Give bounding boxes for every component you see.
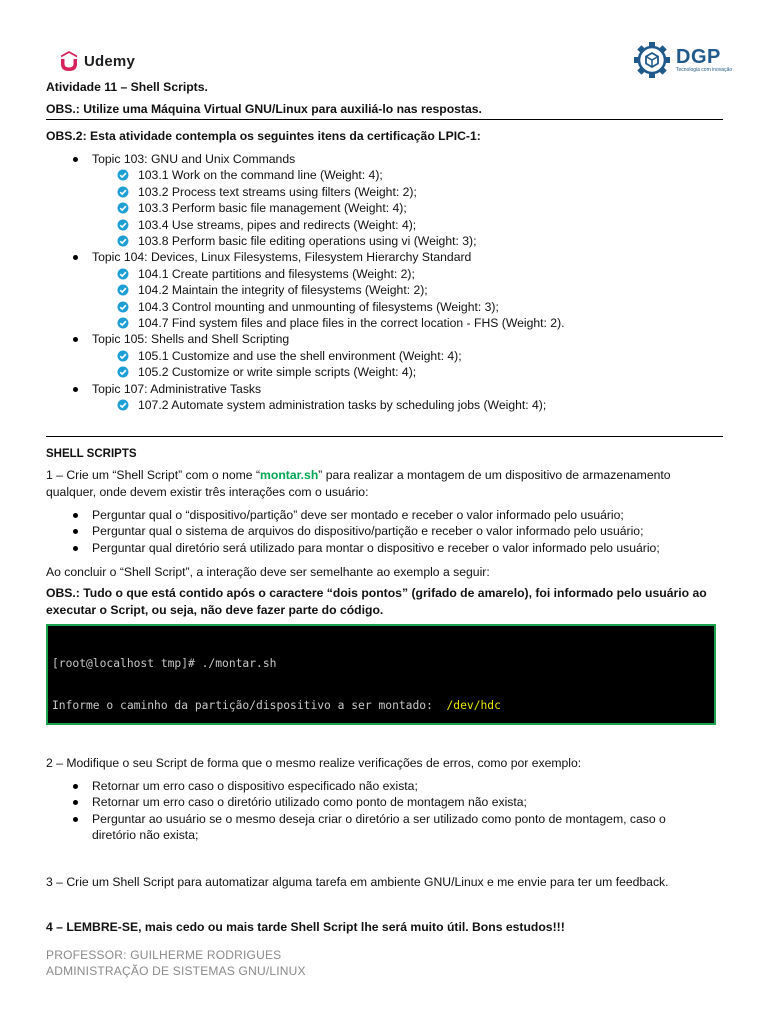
list-item: Perguntar qual o “dispositivo/partição” deve ser montado e receber o valor informado pelo usuário;	[46, 507, 736, 523]
subtopic-item	[46, 167, 726, 183]
subtopic-label: 104.3 Control mounting and unmounting of filesystems (Weight: 3);	[138, 299, 499, 314]
subtopic-item	[46, 266, 726, 282]
check-circle-icon	[117, 268, 129, 280]
subtopic-label: 105.1 Customize and use the shell environment (Weight: 4);	[138, 348, 462, 363]
dgp-logo	[632, 40, 732, 80]
check-circle-icon	[117, 202, 129, 214]
subtopic-item	[46, 282, 726, 298]
q1-text-after: ” para realizar a montagem de um dispositivo de armazenamento	[318, 468, 671, 482]
q1-line2: qualquer, onde devem existir três interações com o usuário:	[46, 485, 369, 499]
subtopic-label: 103.4 Use streams, pipes and redirects (Weight: 4);	[138, 217, 417, 232]
check-circle-icon	[117, 186, 129, 198]
topic-item: Topic 107: Administrative Tasks	[46, 381, 726, 397]
activity-title: Atividade 11 – Shell Scripts.	[46, 80, 208, 94]
subtopic-label: 103.1 Work on the command line (Weight: 4);	[138, 168, 383, 183]
list-item: Retornar um erro caso o diretório utilizado como ponto de montagem não exista;	[46, 794, 736, 810]
udemy-wordmark: Udemy	[84, 52, 136, 70]
q2-intro: 2 – Modifique o seu Script de forma que o mesmo realize verificações de erros, como por exemplo:	[46, 756, 582, 770]
subtopic-label: 107.2 Automate system administration tasks by scheduling jobs (Weight: 4);	[138, 398, 547, 413]
dgp-wordmark: DGP	[676, 46, 721, 68]
subtopic-label: 103.2 Process text streams using filters (Weight: 2);	[138, 184, 417, 199]
check-circle-icon	[117, 317, 129, 329]
obs1-text: OBS.: Utilize uma Máquina Virtual GNU/Linux para auxiliá-lo nas respostas.	[46, 102, 482, 116]
check-circle-icon	[117, 366, 129, 378]
section-title: SHELL SCRIPTS	[46, 448, 137, 460]
list-item: Perguntar ao usuário se o mesmo deseja criar o diretório a ser utilizado como ponto de montagem, caso o diretório não exista;	[46, 811, 736, 844]
subtopic-item	[46, 299, 726, 315]
check-circle-icon	[117, 284, 129, 296]
q1-obs-line1: OBS.: Tudo o que está contido após o caractere “dois pontos” (grifado de amarelo), foi informado pelo usuário ao	[46, 586, 707, 600]
topic-item: Topic 105: Shells and Shell Scripting	[46, 331, 726, 347]
divider	[46, 119, 723, 120]
q3-text: 3 – Crie um Shell Script para automatizar alguma tarefa em ambiente GNU/Linux e me envie para ter um feedback.	[46, 875, 669, 889]
user-input: /dev/hdc	[446, 699, 501, 712]
udemy-u-icon	[58, 50, 80, 72]
check-circle-icon	[117, 169, 129, 181]
check-circle-icon	[117, 399, 129, 411]
dgp-tagline: Tecnologia com inovação	[676, 67, 733, 73]
topics-list	[46, 151, 726, 414]
q1-conclusion: Ao concluir o “Shell Script”, a interação deve ser semelhante ao exemplo a seguir:	[46, 565, 490, 579]
divider	[46, 436, 723, 437]
q2-bullets	[46, 778, 736, 844]
list-item: Perguntar qual diretório será utilizado para montar o dispositivo e receber o valor informado pelo usuário;	[46, 540, 736, 556]
subtopic-item	[46, 348, 726, 364]
topic-item: Topic 104: Devices, Linux Filesystems, Filesystem Hierarchy Standard	[46, 249, 726, 265]
terminal-line: Informe o caminho da partição/dispositivo a ser montado: /dev/hdc	[52, 699, 501, 712]
terminal-screenshot	[46, 624, 716, 725]
q4-text: 4 – LEMBRE-SE, mais cedo ou mais tarde Shell Script lhe será muito útil. Bons estudos!!!	[46, 920, 565, 934]
subtopic-item	[46, 200, 726, 216]
q1-text-before: 1 – Crie um “Shell Script” com o nome “	[46, 468, 261, 482]
subtopic-label: 103.3 Perform basic file management (Weight: 4);	[138, 201, 407, 216]
check-circle-icon	[117, 219, 129, 231]
check-circle-icon	[117, 350, 129, 362]
script-name: montar.sh	[260, 468, 319, 482]
subtopic-item	[46, 397, 726, 413]
check-circle-icon	[117, 235, 129, 247]
udemy-logo	[58, 48, 135, 74]
dgp-gear-icon	[632, 40, 672, 80]
subtopic-item	[46, 233, 726, 249]
q1-obs-line2: executar o Script, ou seja, não deve fazer parte do código.	[46, 603, 384, 617]
subtopic-item	[46, 184, 726, 200]
footer-course: ADMINISTRAÇÃO DE SISTEMAS GNU/LINUX	[46, 964, 306, 978]
footer-professor: PROFESSOR: GUILHERME RODRIGUES	[46, 948, 282, 962]
list-item: Perguntar qual o sistema de arquivos do dispositivo/partição e receber o valor informado pelo usuário;	[46, 523, 736, 539]
subtopic-label: 105.2 Customize or write simple scripts (Weight: 4);	[138, 365, 417, 380]
subtopic-label: 104.1 Create partitions and filesystems (Weight: 2);	[138, 266, 415, 281]
check-circle-icon	[117, 301, 129, 313]
subtopic-item	[46, 315, 726, 331]
list-item: Retornar um erro caso o dispositivo especificado não exista;	[46, 778, 736, 794]
subtopic-item	[46, 217, 726, 233]
q1-bullets	[46, 507, 736, 556]
subtopic-label: 104.7 Find system files and place files in the correct location - FHS (Weight: 2).	[138, 316, 565, 331]
subtopic-item	[46, 364, 726, 380]
subtopic-label: 104.2 Maintain the integrity of filesystems (Weight: 2);	[138, 283, 428, 298]
subtopic-label: 103.8 Perform basic file editing operations using vi (Weight: 3);	[138, 234, 477, 249]
obs2-text: OBS.2: Esta atividade contempla os seguintes itens da certificação LPIC-1:	[46, 129, 481, 143]
topic-item: Topic 103: GNU and Unix Commands	[46, 151, 726, 167]
terminal-line: [root@localhost tmp]# ./montar.sh	[52, 657, 277, 670]
q1-line1	[46, 467, 671, 483]
